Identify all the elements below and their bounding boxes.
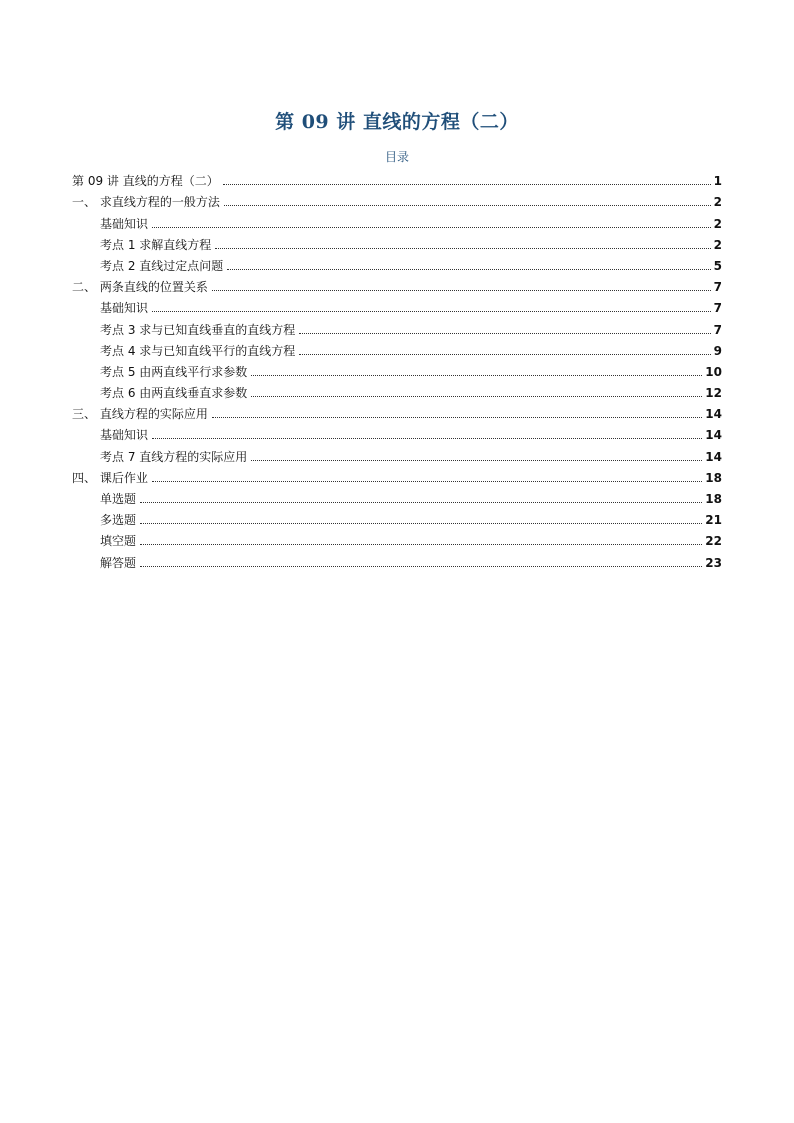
table-of-contents — [72, 168, 722, 571]
toc-entry-label: 单选题 — [100, 492, 137, 506]
toc-entry[interactable] — [72, 316, 722, 337]
toc-entry-label: 三、 直线方程的实际应用 — [72, 407, 208, 422]
toc-entry-page-number: 22 — [705, 534, 722, 549]
toc-entry-page-number: 7 — [713, 301, 722, 316]
toc-dot-leader — [152, 311, 711, 312]
toc-dot-leader — [251, 375, 702, 376]
toc-entry-label: 第 09 讲 直线的方程（二） — [72, 174, 219, 189]
toc-entry[interactable] — [72, 507, 722, 528]
toc-entry-label: 二、 两条直线的位置关系 — [72, 280, 208, 295]
toc-dot-leader — [299, 354, 710, 355]
toc-dot-leader — [251, 396, 702, 397]
toc-entry-label: 考点 3 求与已知直线垂直的直线方程 — [100, 322, 296, 337]
toc-dot-leader — [299, 333, 710, 334]
toc-entry-page-number: 9 — [713, 343, 722, 358]
toc-dot-leader — [223, 184, 711, 185]
toc-entry-label: 基础知识 — [100, 428, 149, 443]
toc-dot-leader — [224, 205, 711, 206]
toc-dot-leader — [140, 502, 702, 503]
toc-entry[interactable] — [72, 359, 722, 380]
toc-dot-leader — [251, 460, 702, 461]
toc-entry-label: 考点 5 由两直线平行求参数 — [100, 364, 248, 379]
toc-heading: 目录 — [384, 150, 409, 164]
toc-entry[interactable] — [72, 549, 722, 570]
toc-entry[interactable] — [72, 232, 722, 253]
toc-entry[interactable] — [72, 189, 722, 210]
toc-entry-label: 填空题 — [100, 534, 137, 549]
toc-entry[interactable] — [72, 295, 722, 316]
toc-dot-leader — [140, 544, 702, 545]
toc-entry-page-number: 21 — [705, 513, 722, 528]
toc-dot-leader — [152, 481, 702, 482]
toc-entry[interactable] — [72, 210, 722, 231]
toc-entry-page-number: 2 — [713, 195, 722, 210]
toc-entry[interactable] — [72, 274, 722, 295]
toc-entry-page-number: 2 — [713, 237, 722, 252]
toc-entry-page-number: 14 — [705, 428, 722, 443]
toc-entry-page-number: 14 — [705, 449, 722, 464]
toc-entry-page-number: 1 — [713, 174, 722, 189]
toc-dot-leader — [152, 438, 702, 439]
document-title: 第 09 讲 直线的方程（二） — [275, 111, 519, 133]
toc-entry-page-number: 23 — [705, 555, 722, 570]
toc-entry-page-number: 18 — [705, 470, 722, 485]
toc-entry[interactable] — [72, 168, 722, 189]
toc-entry-label: 考点 7 直线方程的实际应用 — [100, 449, 248, 464]
toc-dot-leader — [140, 523, 702, 524]
toc-dot-leader — [212, 417, 702, 418]
toc-entry[interactable] — [72, 443, 722, 464]
toc-entry-page-number: 7 — [713, 280, 722, 295]
toc-entry-label: 考点 1 求解直线方程 — [100, 237, 212, 252]
toc-entry-label: 解答题 — [100, 555, 137, 570]
toc-entry[interactable] — [72, 528, 722, 549]
toc-entry-page-number: 14 — [705, 407, 722, 422]
toc-entry-page-number: 18 — [705, 492, 722, 506]
toc-entry-label: 多选题 — [100, 513, 137, 528]
toc-entry-label: 一、 求直线方程的一般方法 — [72, 195, 220, 210]
toc-entry-page-number: 10 — [705, 364, 722, 379]
toc-entry[interactable] — [72, 380, 722, 401]
toc-entry-page-number: 12 — [705, 386, 722, 401]
toc-dot-leader — [152, 227, 711, 228]
toc-entry-page-number: 7 — [713, 322, 722, 337]
toc-dot-leader — [212, 290, 711, 291]
toc-entry-label: 考点 2 直线过定点问题 — [100, 258, 224, 273]
toc-entry[interactable] — [72, 486, 722, 507]
toc-entry[interactable] — [72, 338, 722, 359]
toc-entry[interactable] — [72, 253, 722, 274]
toc-dot-leader — [140, 566, 702, 567]
toc-entry-page-number: 2 — [713, 216, 722, 231]
toc-entry[interactable] — [72, 401, 722, 422]
toc-entry-label: 基础知识 — [100, 216, 149, 231]
toc-entry-label: 四、 课后作业 — [72, 470, 148, 485]
toc-entry-label: 考点 6 由两直线垂直求参数 — [100, 386, 248, 401]
toc-entry-label: 基础知识 — [100, 301, 149, 316]
toc-entry[interactable] — [72, 422, 722, 443]
toc-dot-leader — [215, 248, 710, 249]
toc-entry-page-number: 5 — [713, 258, 722, 273]
toc-dot-leader — [227, 269, 710, 270]
toc-entry[interactable] — [72, 465, 722, 486]
toc-entry-label: 考点 4 求与已知直线平行的直线方程 — [100, 343, 296, 358]
